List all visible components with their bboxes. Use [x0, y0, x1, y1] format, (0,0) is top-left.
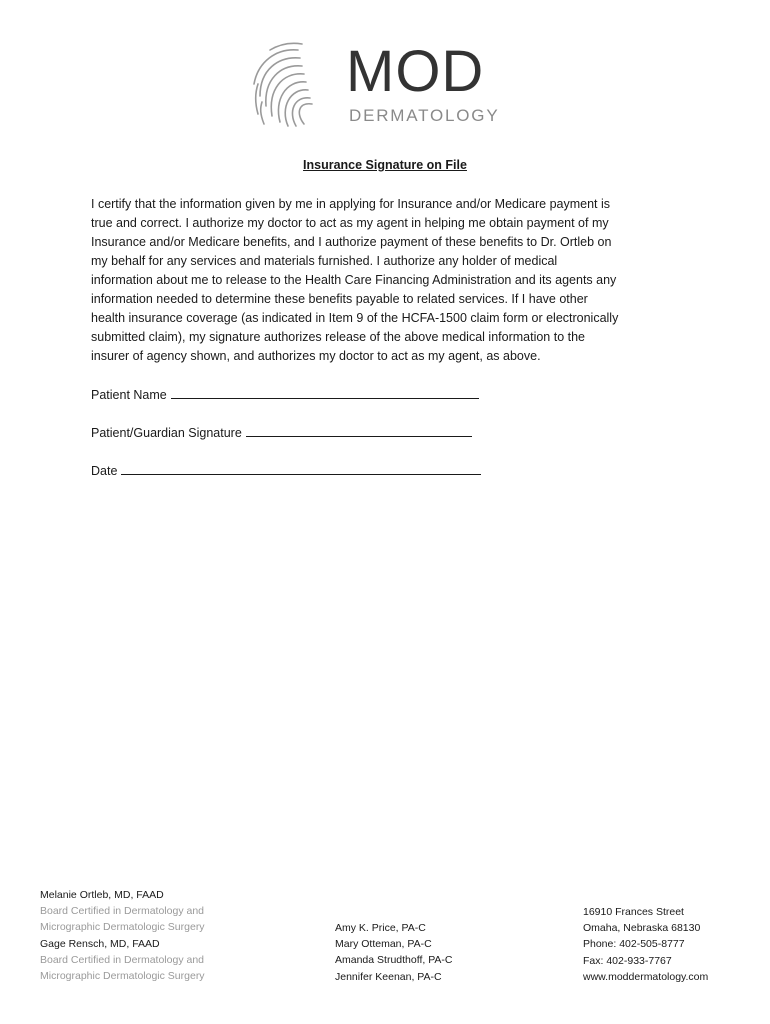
footer-contact — [583, 904, 708, 985]
pa-name: Amy K. Price, PA-C — [335, 922, 426, 934]
logo — [250, 40, 530, 130]
guardian-signature-field — [91, 424, 472, 441]
guardian-signature-line[interactable] — [246, 424, 472, 437]
fingerprint-icon — [250, 40, 340, 130]
certification-paragraph — [91, 195, 691, 366]
guardian-signature-label: Patient/Guardian Signature — [91, 426, 242, 440]
paragraph-line: insurer of agency shown, and authorizes my doctor to act as my agent, as above. — [91, 349, 541, 363]
date-field — [91, 462, 481, 479]
pa-name: Mary Otteman, PA-C — [335, 938, 432, 951]
patient-name-label: Patient Name — [91, 388, 167, 402]
paragraph-line: information about me to release to the Health Care Financing Administration and its agents any — [91, 273, 617, 287]
paragraph-line: true and correct. I authorize my doctor to act as my agent in helping me obtain payment of my — [91, 216, 609, 230]
footer-pas — [335, 920, 453, 985]
website-link[interactable]: www.moddermatology.com — [583, 970, 709, 983]
footer-physicians — [40, 887, 205, 984]
logo-subtitle: DERMATOLOGY — [349, 106, 500, 125]
physician-credential: Micrographic Dermatologic Surgery — [40, 970, 205, 983]
document-title: Insurance Signature on File — [303, 158, 467, 172]
paragraph-line: health insurance coverage (as indicated in Item 9 of the HCFA-1500 claim form or electronically — [91, 311, 619, 325]
patient-name-field — [91, 386, 479, 403]
paragraph-line: my behalf for any services and materials furnished. I authorize any holder of medical — [91, 254, 558, 268]
logo-wordmark: MOD — [346, 39, 485, 104]
pa-name: Jennifer Keenan, PA-C — [335, 970, 442, 983]
physician-credential: Board Certified in Dermatology and — [40, 905, 205, 918]
date-label: Date — [91, 464, 118, 478]
address-street: 16910 Frances Street — [583, 906, 684, 918]
paragraph-line: information needed to determine these benefits payable to related services. If I have other — [91, 292, 588, 306]
address-city: Omaha, Nebraska 68130 — [583, 922, 701, 935]
paragraph-line: I certify that the information given by me in applying for Insurance and/or Medicare payment is — [91, 197, 611, 211]
date-line[interactable] — [121, 462, 481, 475]
paragraph-line: Insurance and/or Medicare benefits, and I authorize payment of these benefits to Dr. Ortleb on — [91, 235, 612, 249]
physician-name: Melanie Ortleb, MD, FAAD — [40, 889, 164, 901]
fax-number: Fax: 402-933-7767 — [583, 954, 672, 967]
phone-number: Phone: 402-505-8777 — [583, 938, 685, 951]
physician-credential: Board Certified in Dermatology and — [40, 953, 205, 966]
physician-credential: Micrographic Dermatologic Surgery — [40, 921, 205, 934]
physician-name: Gage Rensch, MD, FAAD — [40, 937, 160, 950]
pa-name: Amanda Strudthoff, PA-C — [335, 954, 453, 967]
patient-name-line[interactable] — [171, 386, 479, 399]
paragraph-line: submitted claim), my signature authorizes release of the above medical information to the — [91, 330, 585, 344]
